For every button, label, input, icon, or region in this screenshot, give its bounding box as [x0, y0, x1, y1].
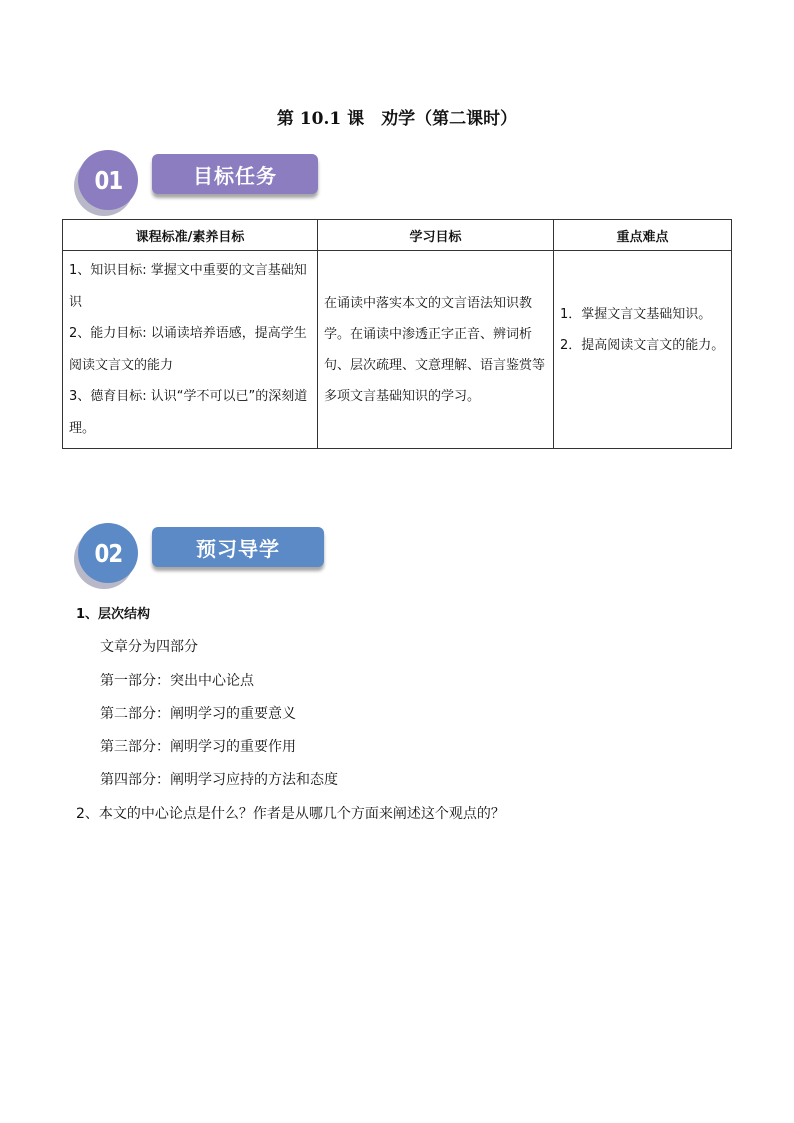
table-cell-standards — [63, 251, 318, 449]
section-title-pill: 目标任务 — [152, 154, 318, 194]
table-header-key-points: 重点难点 — [554, 220, 732, 251]
table-cell-key-points — [554, 251, 732, 449]
structure-line: 第二部分：阐明学习的重要意义 — [100, 706, 296, 722]
table-header-learning-goals: 学习目标 — [318, 220, 554, 251]
structure-line: 文章分为四部分 — [100, 639, 198, 655]
structure-line: 第三部分：阐明学习的重要作用 — [100, 739, 296, 755]
goals-table — [62, 219, 732, 449]
section-header-preview — [78, 523, 338, 587]
table-header-standards: 课程标准/素养目标 — [63, 220, 318, 251]
table-row — [63, 251, 732, 449]
key-point: 2．提高阅读文言文的能力。 — [560, 337, 725, 353]
section-header-goals — [78, 150, 338, 214]
key-point: 1．掌握文言文基础知识。 — [560, 306, 712, 322]
goal-moral: 3、德育目标: 认识“学不可以已”的深刻道理。 — [69, 389, 308, 436]
goal-knowledge: 1、知识目标: 掌握文中重要的文言基础知识 — [69, 263, 307, 310]
section-title-pill: 预习导学 — [152, 527, 324, 567]
goal-ability: 2、能力目标: 以诵读培养语感，提高学生阅读文言文的能力 — [69, 326, 307, 373]
table-cell-learning-goals: 在诵读中落实本文的文言语法知识教学。在诵读中渗透正字正音、辨词析句、层次疏理、文意理解、语言鉴赏等多项文言基础知识的学习。 — [318, 251, 554, 449]
structure-heading: 1、层次结构 — [76, 607, 151, 622]
question-2: 2、本文的中心论点是什么？作者是从哪几个方面来阐述这个观点的？ — [76, 806, 505, 822]
section-number-badge: 02 — [78, 523, 138, 583]
page-title: 第 10.1 课 劝学（第二课时） — [276, 109, 518, 129]
structure-line: 第四部分：阐明学习应持的方法和态度 — [100, 772, 338, 788]
structure-line: 第一部分：突出中心论点 — [100, 673, 254, 689]
table-header-row — [63, 220, 732, 251]
section-number-badge: 01 — [78, 150, 138, 210]
